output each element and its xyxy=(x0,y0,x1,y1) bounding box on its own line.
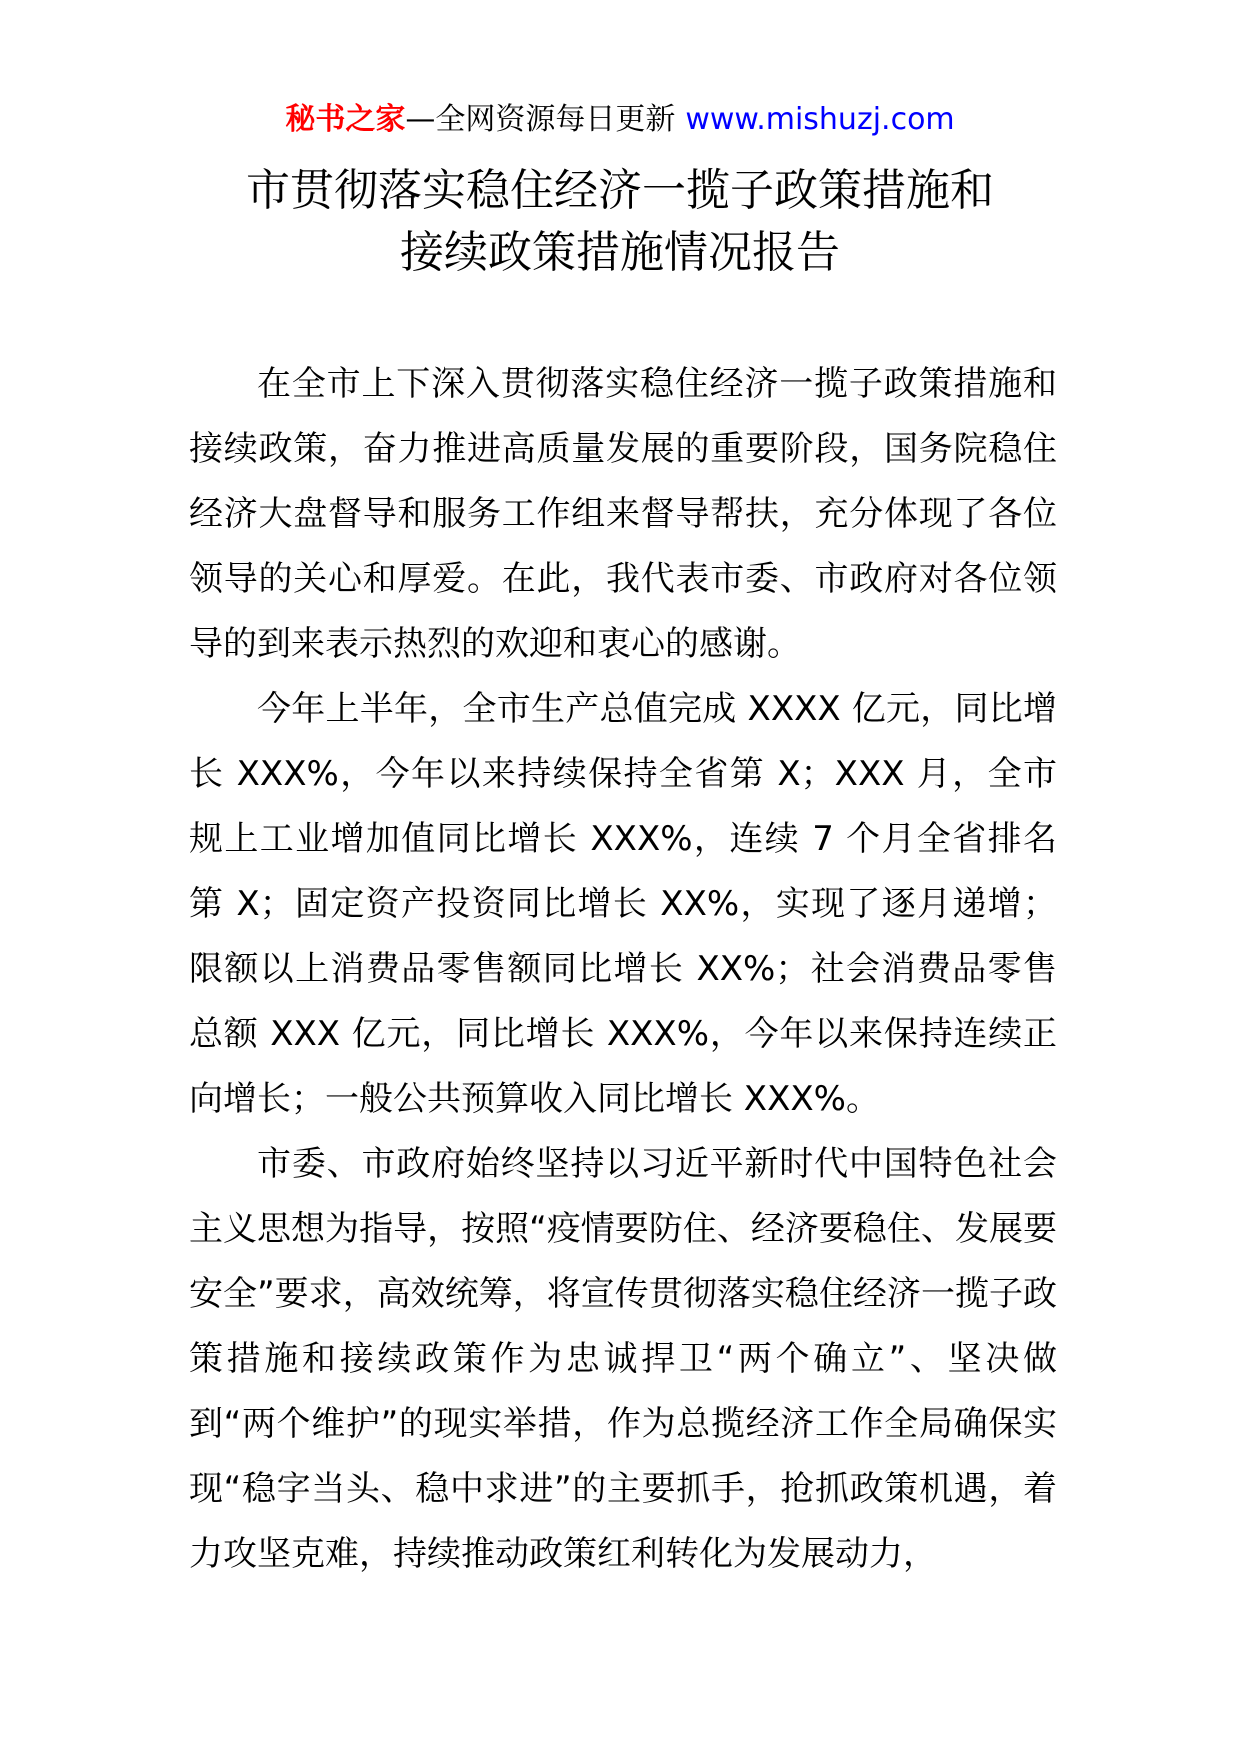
site-url[interactable]: www.mishuzj.com xyxy=(685,102,955,137)
site-name: 秘书之家 xyxy=(285,102,406,137)
paragraph-3: 市委、市政府始终坚持以习近平新时代中国特色社会主义思想为指导，按照“疫情要防住、经济要稳住、发展要安全”要求，高效统筹，将宣传贯彻落实稳住经济一揽子政策措施和接续政策作为忠诚捍卫“两个确立”、坚决做到“两个维护”的现实举措，作为总揽经济工作全局确保实现“稳字当头、稳中求进”的主要抓手，抢抓政策机遇，着力攻坚克难，持续推动政策红利转化为发展动力， xyxy=(189,1144,1057,1574)
title-line-2: 接续政策措施情况报告 xyxy=(400,227,840,278)
paragraph-2: 今年上半年，全市生产总值完成 XXXX 亿元，同比增长 XXX%，今年以来持续保持全省第 X；XXX 月，全市规上工业增加值同比增长 XXX%，连续 7 个月全省排名第 X；固定资产投资同比增长 XX%，实现了逐月递增；限额以上消费品零售额同比增长 XX%；社会消费品零售总额 XXX 亿元，同比增长 XXX%，今年以来保持连续正向增长；一般公共预算收入同比增长 XXX%。 xyxy=(189,689,1057,1119)
title-line-1: 市贯彻落实稳住经济一揽子政策措施和 xyxy=(246,165,994,216)
document-body xyxy=(189,352,1057,1587)
site-header xyxy=(0,100,1240,140)
document-title xyxy=(120,160,1120,284)
site-tagline: —全网资源每日更新 xyxy=(405,102,676,137)
paragraph-1: 在全市上下深入贯彻落实稳住经济一揽子政策措施和接续政策，奋力推进高质量发展的重要阶段，国务院稳住经济大盘督导和服务工作组来督导帮扶，充分体现了各位领导的关心和厚爱。在此，我代表市委、市政府对各位领导的到来表示热烈的欢迎和衷心的感谢。 xyxy=(189,364,1057,664)
